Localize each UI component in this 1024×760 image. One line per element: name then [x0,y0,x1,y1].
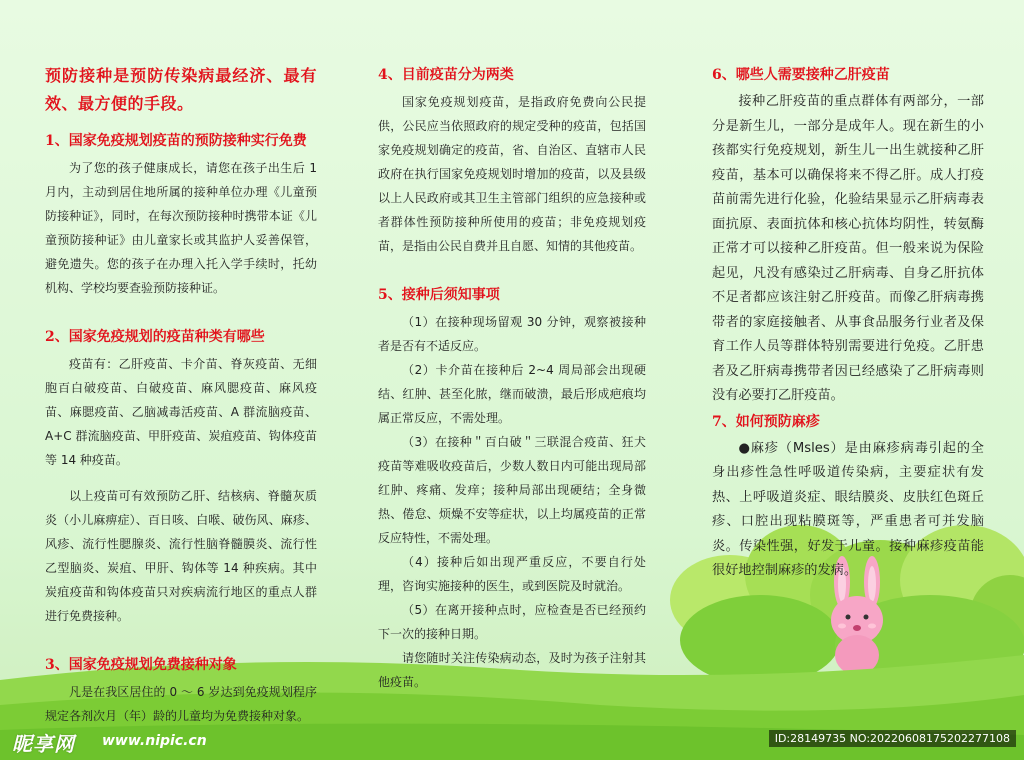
section-3-title: 3、国家免疫规划免费接种对象 [45,657,237,673]
section-2-body-2: 以上疫苗可有效预防乙肝、结核病、脊髓灰质炎（小儿麻痹症）、百日咳、白喉、破伤风、麻疹、风疹、流行性腮腺炎、流行性脑脊髓膜炎、流行性乙型脑炎、炭疽、甲肝、钩体等 14 种疾病。其中炭疽疫苗和钩体疫苗只对疾病流行地区的重点人群进行免费接种。 [45,489,317,623]
section-1-body: 为了您的孩子健康成长，请您在孩子出生后 1 月内，主动到居住地所属的接种单位办理《儿童预防接种证》，同时，在每次预防接种时携带本证《儿童预防接种证》由儿童家长或其监护人妥善保管，避免遗失。您的孩子在办理入托入学手续时，托幼机构、学校均要查验预防接种证。 [45,161,317,295]
section-5-title: 5、接种后须知事项 [378,287,500,303]
section-4-title: 4、目前疫苗分为两类 [378,67,514,83]
section-2-title: 2、国家免疫规划的疫苗种类有哪些 [45,329,265,345]
section-5-item-4: （4）接种后如出现严重反应，不要自行处理，咨询实施接种的医生，或到医院及时就治。 [378,555,646,593]
watermark-logo: 昵享网 [12,732,75,756]
section-6-body: 接种乙肝疫苗的重点群体有两部分，一部分是新生儿，一部分是成年人。现在新生的小孩都实行免疫规划，新生儿一出生就接种乙肝疫苗，基本可以确保将来不得乙肝。成人打疫苗前需先进行化验，化验结果显示乙肝病毒表面抗原、表面抗体和核心抗体均阴性，转氨酶正常才可以接种乙肝疫苗。但一般来说为保险起见，凡没有感染过乙肝病毒、自身乙肝抗体不足者都应该注射乙肝疫苗。而像乙肝病毒携带者的家庭接触者、从事食品服务行业者及保育工作人员等群体特别需要进行免疫。乙肝患者及乙肝病毒携带者因已经感染了乙肝病毒则没有必要打乙肝疫苗。 [712,94,984,403]
section-7-title: 7、如何预防麻疹 [712,413,820,430]
image-id-label: ID:28149735 NO:20220608175202277108 [769,730,1016,747]
intro-slogan: 预防接种是预防传染病最经济、最有效、最方便的手段。 [45,66,317,113]
section-2-body-1: 疫苗有：乙肝疫苗、卡介苗、脊灰疫苗、无细胞百白破疫苗、白破疫苗、麻风腮疫苗、麻风疫苗、麻腮疫苗、乙脑减毒活疫苗、A 群流脑疫苗、A+C 群流脑疫苗、甲肝疫苗、炭疽疫苗、钩体疫苗等 14 种疫苗。 [45,357,317,467]
section-4-body: 国家免疫规划疫苗，是指政府免费向公民提供，公民应当依照政府的规定受种的疫苗，包括国家免疫规划确定的疫苗，省、自治区、直辖市人民政府在执行国家免疫规划时增加的疫苗，以及县级以上人民政府或其卫生主管部门组织的应急接种或者群体性预防接种所使用的疫苗；非免疫规划疫苗，是指由公民自费并且自愿、知情的其他疫苗。 [378,95,646,253]
section-1-title: 1、国家免疫规划疫苗的预防接种实行免费 [45,133,307,149]
watermark-url: www.nipic.cn [102,733,207,749]
column-left [45,62,317,728]
section-5-item-3: （3）在接种＂百白破＂三联混合疫苗、狂犬疫苗等难吸收疫苗后，少数人数日内可能出现局部红肿、疼痛、发痒；接种局部出现硬结；全身微热、倦怠、烦燥不安等症状，以上均属疫苗的正常反应特性，不需处理。 [378,435,646,545]
column-right [712,62,984,584]
section-3-body: 凡是在我区居住的 0 ～ 6 岁达到免疫规划程序规定各剂次月（年）龄的儿童均为免费接种对象。 [45,685,317,723]
section-6-title: 6、哪些人需要接种乙肝疫苗 [712,67,890,83]
section-5-item-5: （5）在离开接种点时，应检查是否已经预约下一次的接种日期。 [378,603,646,641]
section-7-body: ●麻疹（Msles）是由麻疹病毒引起的全身出疹性急性呼吸道传染病，主要症状有发热、上呼吸道炎症、眼结膜炎、皮肤红色斑丘疹、口腔出现粘膜斑等，严重患者可并发脑炎。传染性强，好发于儿童。接种麻疹疫苗能很好地控制麻疹的发病。 [712,440,984,578]
section-5-item-1: （1）在接种现场留观 30 分钟，观察被接种者是否有不适反应。 [378,315,646,353]
section-5-item-2: （2）卡介苗在接种后 2~4 周局部会出现硬结、红肿、甚至化脓，继而破溃，最后形成疤痕均属正常反应，不需处理。 [378,363,646,425]
column-middle [378,62,646,694]
section-5-note: 请您随时关注传染病动态，及时为孩子注射其他疫苗。 [378,651,646,689]
